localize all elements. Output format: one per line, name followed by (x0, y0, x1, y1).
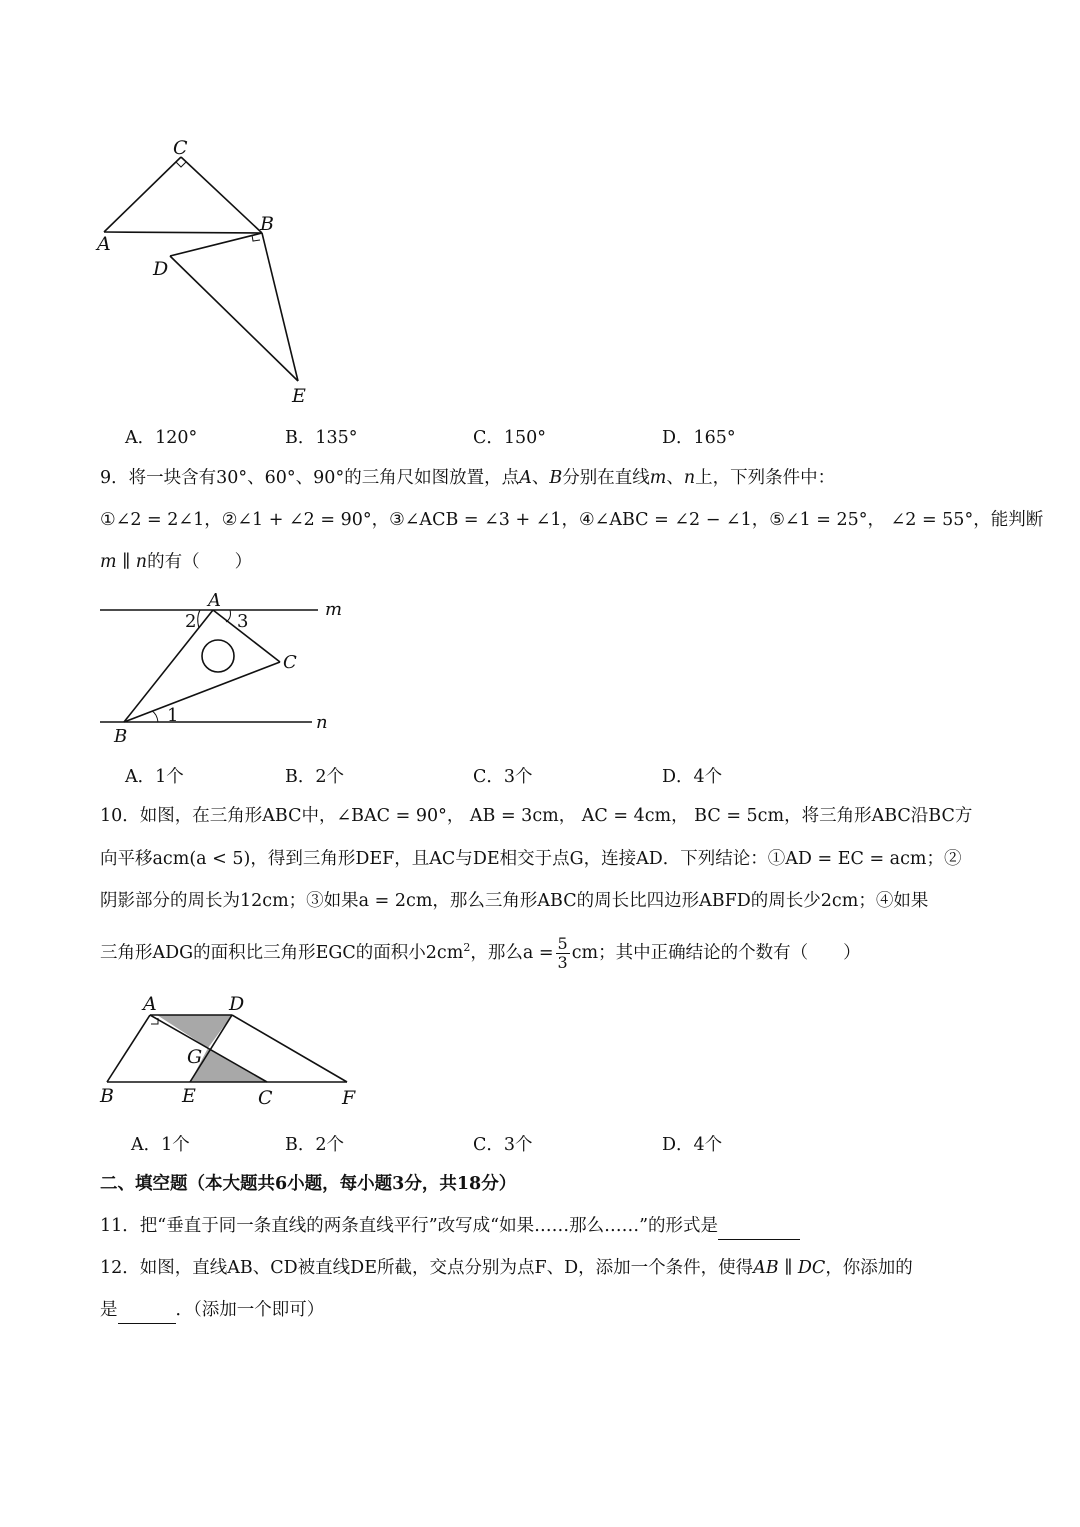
q8-label-d: D (153, 258, 169, 280)
q9-label-c: C (283, 652, 297, 673)
q9-label-b: B (114, 726, 128, 747)
q12-answer-blank[interactable] (118, 1297, 176, 1324)
q12-line-1-post: ，你添加的 (825, 1258, 913, 1278)
q9-line-n: n (683, 468, 696, 488)
q9-label-a: A (208, 590, 221, 611)
section-2-heading: 二、填空题（本大题共6小题，每小题3分，共18分） (100, 1174, 517, 1194)
q8-option-c: C．150° (473, 428, 547, 448)
q9-option-b: B．2个 (285, 767, 344, 787)
q8-label-a: A (97, 233, 111, 255)
q10-fraction (556, 935, 570, 972)
q10-option-a: A．1个 (131, 1135, 190, 1155)
q10-line-1: 10．如图，在三角形ABC中，∠BAC = 90°， AB = 3cm， AC = 4cm， BC = 5cm，将三角形ABC沿BC方 (100, 806, 973, 826)
q10-figure (95, 988, 365, 1108)
q8-label-c: C (173, 137, 188, 159)
q12-line-1 (100, 1255, 913, 1281)
q8-option-a: A．120° (125, 428, 198, 448)
q9-label-m: m (325, 599, 343, 620)
q11-answer-blank[interactable] (718, 1213, 800, 1240)
q9-point-a: A (519, 468, 532, 488)
q8-option-b: B．135° (285, 428, 358, 448)
q9-option-c: C．3个 (473, 767, 533, 787)
q8-segment-cb (181, 157, 262, 233)
q8-segment-de (170, 256, 298, 381)
q8-label-e: E (292, 385, 306, 407)
q10-line-4-mid: ，那么a = (470, 942, 554, 963)
q9-angle-2-arc (198, 610, 200, 628)
q9-separator-2: 、 (666, 468, 684, 488)
q10-option-c: C．3个 (473, 1135, 533, 1155)
q8-segment-be (262, 233, 298, 381)
q10-line-4 (100, 928, 861, 973)
q9-line-2: ①∠2 = 2∠1，②∠1 + ∠2 = 90°，③∠ACB = ∠3 + ∠1，④∠ABC = ∠2 − ∠1，⑤∠1 = 25°， ∠2 = 55°，能判断 (100, 510, 1044, 530)
q8-segment-ab (104, 232, 262, 233)
q9-line-m: m (649, 468, 667, 488)
q9-label-n: n (316, 712, 328, 733)
q10-label-b: B (100, 1085, 114, 1107)
q10-fraction-numerator: 5 (557, 933, 568, 953)
q10-line-4-post: cm；其中正确结论的个数有（ ） (571, 942, 861, 963)
q10-label-d: D (229, 993, 245, 1015)
q10-segment-ab (107, 1015, 150, 1082)
q9-parallel-expr: m ∥ n (100, 552, 148, 572)
q8-segment-bd (170, 233, 262, 256)
q8-figure (90, 130, 320, 410)
q12-line-1-pre: 12．如图，直线AB、CD被直线DE所截，交点分别为点F、D，添加一个条件，使得 (100, 1258, 754, 1278)
q9-line-1-text: 9．将一块含有30°、60°、90°的三角尺如图放置，点 (100, 468, 520, 488)
q8-label-b: B (260, 213, 274, 235)
q10-option-b: B．2个 (285, 1135, 344, 1155)
q10-label-e: E (182, 1085, 196, 1107)
q12-parallel-expr: AB ∥ DC (753, 1258, 826, 1278)
q9-angle-1-arc (152, 711, 158, 722)
q10-label-f: F (342, 1087, 356, 1108)
q9-line-1 (100, 465, 835, 491)
q10-fraction-denominator: 3 (557, 952, 568, 972)
q9-point-b: B (549, 468, 563, 488)
q9-line-3-text: 的有（ ） (147, 552, 253, 572)
q10-label-a: A (143, 993, 157, 1015)
q10-superscript: 2 (463, 941, 471, 954)
q9-option-a: A．1个 (125, 767, 184, 787)
q9-line-1-mid: 分别在直线 (562, 468, 650, 488)
q11-text: 11．把“垂直于同一条直线的两条直线平行”改写成“如果……那么……”的形式是 (100, 1216, 719, 1236)
q8-option-d: D．165° (662, 428, 736, 448)
q9-triangle-hole (202, 640, 234, 672)
q12-line-2-pre: 是 (100, 1300, 118, 1320)
q9-label-3: 3 (237, 611, 249, 632)
q9-line-1-end: 上，下列条件中： (695, 468, 836, 488)
q8-segment-ca (104, 157, 181, 232)
q10-line-4-pre: 三角形ADG的面积比三角形EGC的面积小2cm (100, 942, 464, 963)
q9-label-2: 2 (185, 611, 197, 632)
q10-line-2: 向平移acm(a < 5)，得到三角形DEF，且AC与DE相交于点G，连接AD．下列结论：①AD = EC = acm；② (100, 849, 962, 869)
q9-separator: 、 (531, 468, 550, 488)
q10-label-g: G (187, 1046, 203, 1068)
q8-right-angle-c (176, 162, 186, 167)
q9-option-d: D．4个 (662, 767, 723, 787)
q12-line-2 (100, 1297, 324, 1324)
q10-option-d: D．4个 (662, 1135, 723, 1155)
q9-label-1: 1 (167, 705, 179, 726)
q9-line-3 (100, 549, 252, 575)
q12-line-2-post: ．（添加一个即可） (175, 1300, 325, 1320)
q9-figure (95, 588, 355, 748)
q10-label-c: C (258, 1087, 273, 1108)
q11-line (100, 1213, 800, 1240)
q10-line-3: 阴影部分的周长为12cm；③如果a = 2cm，那么三角形ABC的周长比四边形ABFD的周长少2cm；④如果 (100, 891, 929, 911)
